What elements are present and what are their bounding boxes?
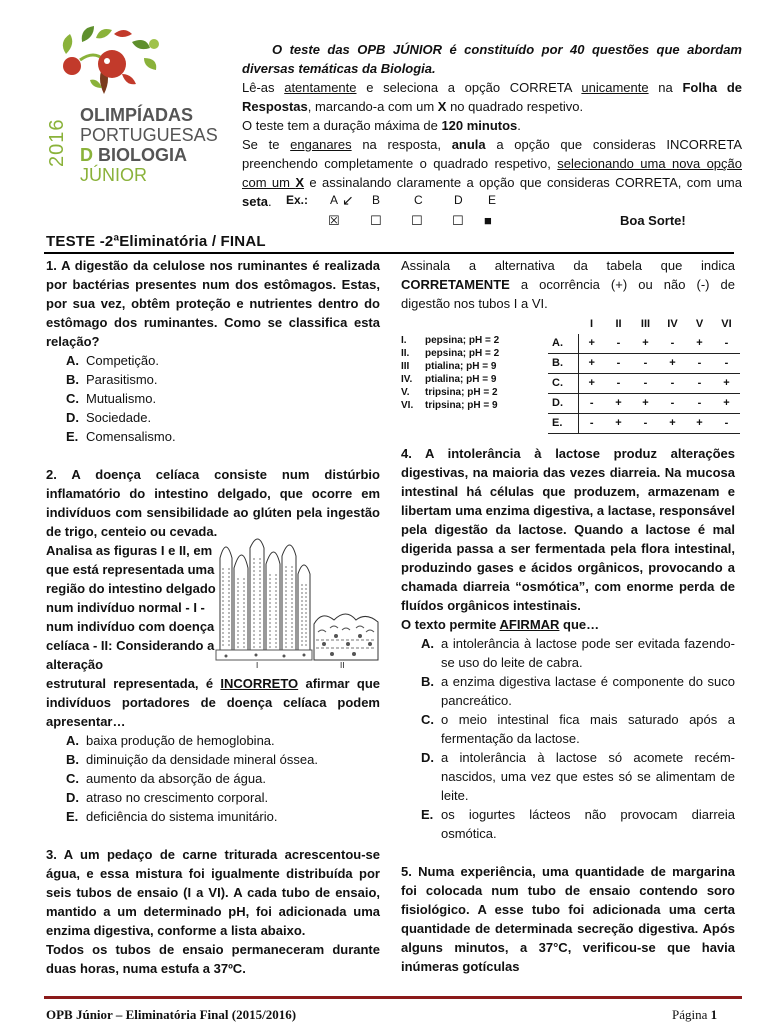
list-item[interactable]: B. a enzima digestiva lactase é componente do suco pancreático. <box>421 674 735 708</box>
q2-analysis: Analisa as figuras I e II, em que está representada uma região do intestino delgado num indivíduo normal - I - num indivíduo com doença celíaca - II: Considerando a alteração <box>46 543 216 672</box>
logo-line-1: OLIMPÍADAS <box>80 105 194 125</box>
list-item[interactable]: A. a intolerância à lactose pode ser evitada fazendo-se uso do leite de cabra. <box>421 636 735 670</box>
example-box-b: ☐ <box>370 213 382 228</box>
example-label: Ex.: <box>286 193 309 207</box>
footer-rule <box>44 996 742 999</box>
digestion-table <box>548 315 740 434</box>
intro-p4: Se te enganares na resposta, anula a opção que consideras INCORRETA preenchendo completamente o quadrado respetivo, selecionando uma nova opção com um X e assinalando claramente a opção que consideras CORRETA, com uma seta. <box>242 137 742 209</box>
list-item: I. pepsina; pH = 2 <box>401 335 500 346</box>
page-number: Página 1 <box>672 1007 718 1022</box>
list-item: VI. tripsina; pH = 9 <box>401 400 498 411</box>
figure-label-ii: II <box>340 661 345 670</box>
arrow-icon: ↙ <box>342 192 354 208</box>
list-item[interactable]: D. Sociedade. <box>66 410 152 425</box>
list-item: III ptialina; pH = 9 <box>401 361 497 372</box>
footer-title: OPB Júnior – Eliminatória Final (2015/2016) <box>46 1007 297 1022</box>
q4-stem: 4. A intolerância à lactose produz alterações digestivas, na maioria das vezes diarreia. Na mucosa intestinal há células que produzem, armazenam e libertam uma enzima digestiva, a lactase, responsável pela digestão da lactose. Quando a lactose é mal digerida passa a ser fermentada pela flora intestinal, produzindo gases e ácidos orgânicos, provocando a chamada diarreia “osmótica”, com enorme perda de fluídos orgânicos intestinais. <box>401 446 735 613</box>
list-item: II. pepsina; pH = 2 <box>401 348 500 359</box>
example-box-a: ☒ <box>328 213 340 228</box>
q2-options <box>46 731 380 826</box>
list-item[interactable]: D. atraso no crescimento corporal. <box>66 790 269 805</box>
tube-list <box>401 334 499 412</box>
figure-label-i: I <box>256 661 259 670</box>
table-row: E. - + - + + - <box>548 414 740 434</box>
logo-year: 2016 <box>46 118 68 168</box>
test-title: TESTE -2ªEliminatória / FINAL <box>46 233 266 250</box>
q1-options <box>46 351 380 446</box>
tree-emblem-icon <box>52 24 172 102</box>
list-item[interactable]: A. Competição. <box>66 353 159 368</box>
q4-options <box>401 634 735 843</box>
q2-stem: 2. A doença celíaca consiste num distúrbio inflamatório do intestino delgado, que ocorre em indivíduos com sensibilidade ao glúten pela ingestão de trigo, centeio ou cevada. <box>46 467 380 539</box>
answer-example <box>286 191 706 231</box>
example-box-c: ☐ <box>411 213 423 228</box>
q4-ask: O texto permite AFIRMAR que… <box>401 617 600 632</box>
list-item[interactable]: B. Parasitismo. <box>66 372 158 387</box>
logo-line-4: JÚNIOR <box>80 165 147 185</box>
villi-illustration <box>214 528 382 668</box>
list-item[interactable]: D. a intolerância à lactose só acomete recém-nascidos, uma vez que estes só se alimentam de leite. <box>421 750 735 803</box>
title-rule <box>44 252 734 254</box>
intro-p1: O teste das OPB JÚNIOR é constituído por 40 questões que abordam diversas temáticas da Biologia. <box>242 42 742 76</box>
example-letter-c: C <box>414 193 423 207</box>
list-item[interactable]: C. Mutualismo. <box>66 391 157 406</box>
good-luck: Boa Sorte! <box>620 213 686 228</box>
table-row: A. + - + - + - <box>548 334 740 354</box>
q3-continuation: Assinala a alternativa da tabela que indica CORRETAMENTE a ocorrência (+) ou não (-) de digestão nos tubos I a VI. <box>401 258 735 311</box>
logo-line-3-prefix: D <box>80 145 93 165</box>
q3-stem2: Todos os tubos de ensaio permaneceram durante duas horas, numa estufa a 37ºC. <box>46 942 380 976</box>
example-box-d: ☐ <box>452 213 464 228</box>
example-box-e: ■ <box>484 213 492 228</box>
villi-figure <box>214 528 382 668</box>
q3-stem: 3. A um pedaço de carne triturada acrescentou-se água, e essa mistura foi igualmente distribuída por seis tubos de ensaio (I a VI). A cada tubo de ensaio, mantido a um determinado pH, foi adicionada uma enzima digestiva, conforme a lista abaixo. <box>46 847 380 938</box>
list-item[interactable]: A. baixa produção de hemoglobina. <box>66 733 275 748</box>
list-item: IV. ptialina; pH = 9 <box>401 374 497 385</box>
intro-p2: Lê-as atentamente e seleciona a opção CORRETA unicamente na Folha de Respostas, marcando-a com um X no quadrado respetivo. <box>242 80 742 114</box>
q5-stem: 5. Numa experiência, uma quantidade de margarina foi colocada num tubo de ensaio contendo soro fisiológico. A esse tubo foi adicionada uma certa quantidade de determinada secreção digestiva. Após alguns minutos, a 37°C, verificou-se que havia inúmeras gotículas <box>401 864 735 974</box>
logo-line-2: PORTUGUESAS <box>80 125 218 145</box>
table-row: D. - + + - - + <box>548 394 740 414</box>
q2-stem2: estrutural representada, é INCORRETO afirmar que indivíduos portadores de doença celíaca podem apresentar… <box>46 676 380 729</box>
list-item[interactable]: E. Comensalismo. <box>66 429 176 444</box>
list-item: V. tripsina; pH = 2 <box>401 387 498 398</box>
opb-logo <box>42 24 222 194</box>
example-letter-e: E <box>488 193 497 207</box>
list-item[interactable]: E. os iogurtes lácteos não provocam diarreia osmótica. <box>421 807 735 841</box>
table-header-row: I II III IV V VI <box>589 318 732 330</box>
example-letter-b: B <box>372 193 381 207</box>
q1-stem: 1. A digestão da celulose nos ruminantes é realizada por bactérias presentes num dos estômagos. Estas, por sua vez, obtêm proteção e nutrientes dentro do estômago dos ruminantes. Como se classifica esta relação? <box>46 258 380 349</box>
list-item[interactable]: B. diminuição da densidade mineral óssea. <box>66 752 318 767</box>
table-row: B. + - - + - - <box>548 354 740 374</box>
list-item[interactable]: C. aumento da absorção de água. <box>66 771 266 786</box>
list-item[interactable]: E. deficiência do sistema imunitário. <box>66 809 278 824</box>
example-letter-d: D <box>454 193 463 207</box>
list-item[interactable]: C. o meio intestinal fica mais saturado após a fermentação da lactose. <box>421 712 735 746</box>
table-row: C. + - - - - + <box>548 374 740 394</box>
logo-line-3: BIOLOGIA <box>98 145 188 165</box>
example-letter-a: A <box>330 193 339 207</box>
instructions <box>242 40 742 211</box>
intro-p3: O teste tem a duração máxima de 120 minutos. <box>242 118 521 133</box>
